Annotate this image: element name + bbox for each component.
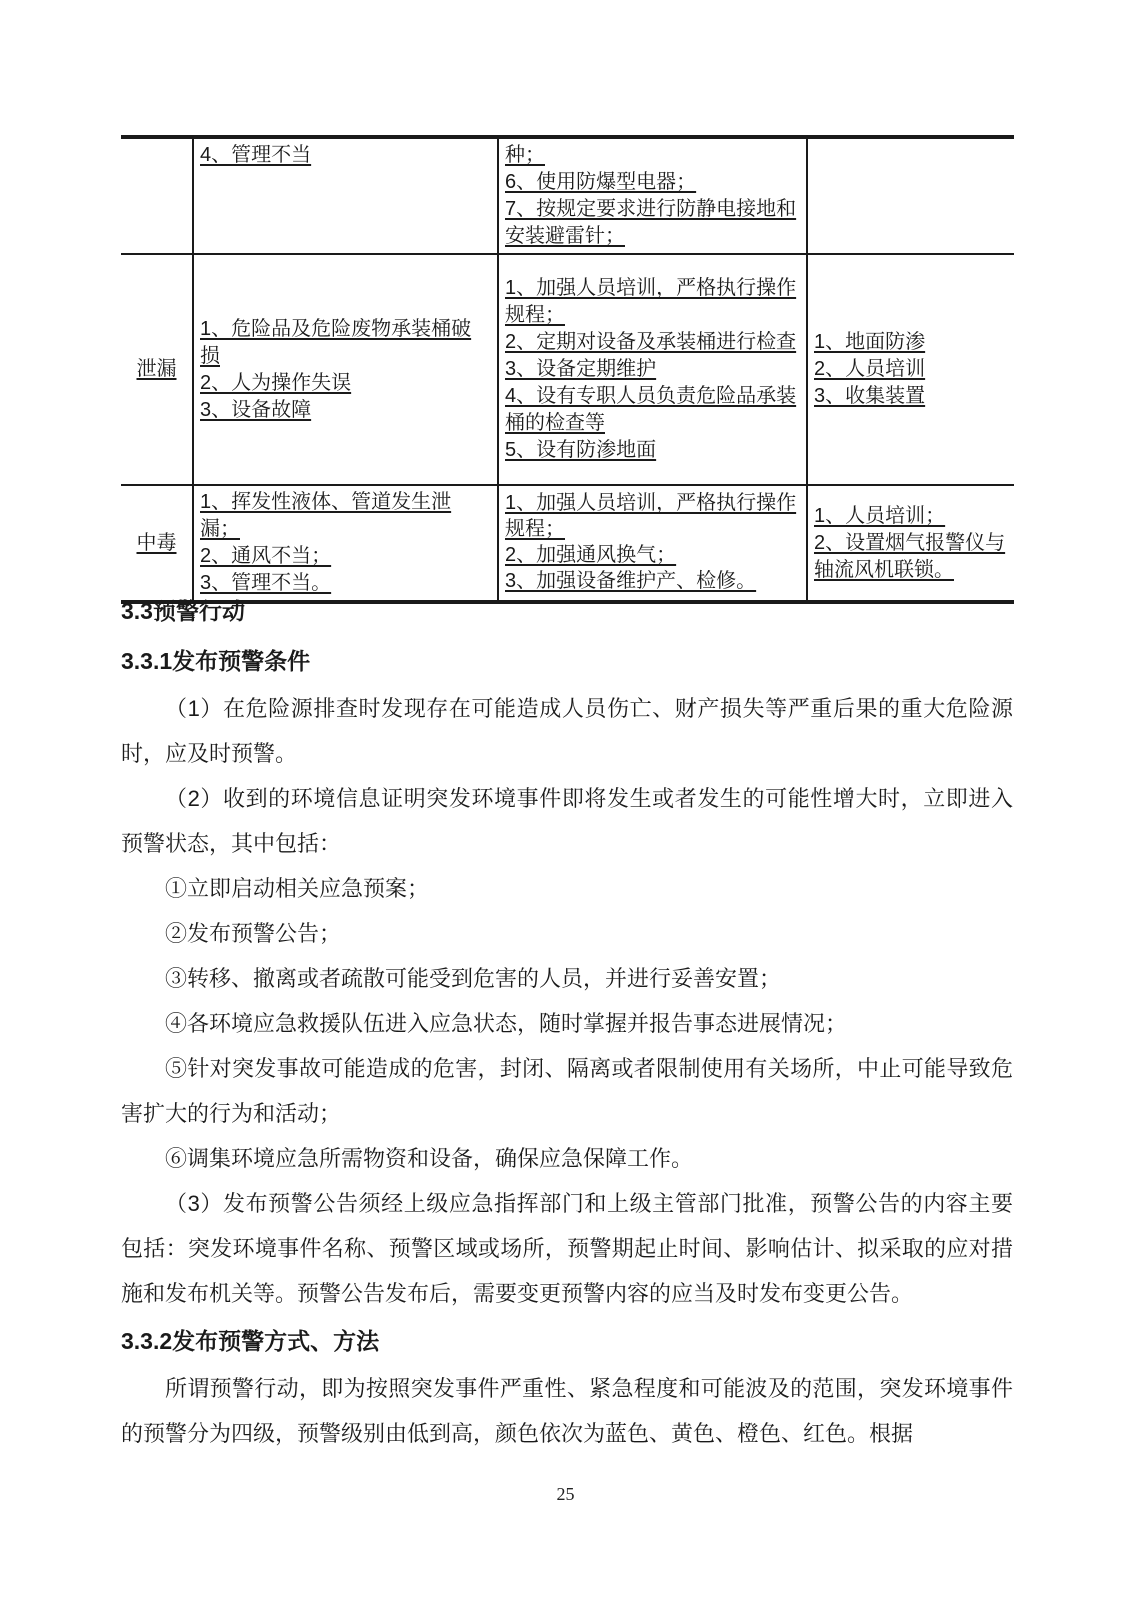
paragraph-warning-condition-2: （2）收到的环境信息证明突发环境事件即将发生或者发生的可能性增大时，立即进入预警状态，其中包括： bbox=[121, 786, 1013, 856]
paragraph-warning-method: 所谓预警行动，即为按照突发事件严重性、紧急程度和可能波及的范围，突发环境事件的预警分为四级，预警级别由低到高，颜色依次为蓝色、黄色、橙色、红色。根据 bbox=[121, 1376, 1013, 1446]
measure-line: 6、使用防爆型电器； bbox=[505, 171, 697, 193]
body-text bbox=[121, 586, 1013, 1456]
cell-response bbox=[807, 254, 1014, 485]
paragraph-warning-condition-3: （3）发布预警公告须经上级应急指挥部门和上级主管部门批准，预警公告的内容主要包括：突发环境事件名称、预警区域或场所，预警期起止时间、影响估计、拟采取的应对措施和发布机关等。预警公告发布后，需要变更预警内容的应当及时发布变更公告。 bbox=[121, 1191, 1013, 1306]
table-row bbox=[121, 254, 1014, 485]
cause-line: 1、危险品及危险废物承装桶破损 bbox=[200, 317, 472, 367]
list-item-4: ④各环境应急救援队伍进入应急状态，随时掌握并报告事态进展情况； bbox=[165, 1011, 848, 1036]
measure-line: 5、设有防渗地面 bbox=[505, 439, 657, 461]
cause-line: 2、通风不当； bbox=[200, 545, 332, 567]
cell-response bbox=[807, 137, 1014, 254]
measure-line: 7、按规定要求进行防静电接地和安装避雷针； bbox=[505, 198, 797, 247]
measure-line: 1、加强人员培训，严格执行操作规程； bbox=[505, 492, 797, 540]
cell-risk-type bbox=[121, 485, 193, 602]
measure-line: 种； bbox=[505, 144, 545, 166]
cell-measures bbox=[498, 254, 807, 485]
risk-type-label: 中毒 bbox=[136, 531, 177, 554]
response-line: 1、地面防渗 bbox=[814, 331, 926, 353]
table-row bbox=[121, 485, 1014, 602]
measure-line: 2、定期对设备及承装桶进行检查 bbox=[505, 331, 797, 353]
cause-line: 3、管理不当。 bbox=[200, 572, 332, 594]
cell-risk-type bbox=[121, 137, 193, 254]
risk-type-label: 泄漏 bbox=[136, 358, 177, 380]
cause-line: 4、管理不当 bbox=[200, 144, 312, 166]
page-number: 25 bbox=[556, 1484, 575, 1504]
list-item-5: ⑤针对突发事故可能造成的危害，封闭、隔离或者限制使用有关场所，中止可能导致危害扩大的行为和活动； bbox=[121, 1056, 1013, 1126]
section-heading-3-3: 3.3预警行动 bbox=[121, 598, 245, 624]
cell-causes bbox=[193, 485, 498, 602]
list-item-6: ⑥调集环境应急所需物资和设备，确保应急保障工作。 bbox=[165, 1146, 694, 1171]
table-row bbox=[121, 137, 1014, 254]
cell-measures bbox=[498, 485, 807, 602]
risk-table-wrap bbox=[121, 135, 1014, 604]
response-line: 1、人员培训； bbox=[814, 504, 946, 527]
cause-line: 1、挥发性液体、管道发生泄漏； bbox=[200, 491, 452, 540]
response-line: 2、设置烟气报警仪与轴流风机联锁。 bbox=[814, 531, 1006, 581]
section-heading-3-3-2: 3.3.2发布预警方式、方法 bbox=[121, 1328, 380, 1354]
section-heading-3-3-1: 3.3.1发布预警条件 bbox=[121, 648, 311, 674]
measure-line: 3、加强设备维护产、检修。 bbox=[505, 570, 757, 592]
response-line: 3、收集装置 bbox=[814, 385, 926, 407]
risk-measures-table bbox=[121, 135, 1014, 604]
measure-line: 3、设备定期维护 bbox=[505, 358, 657, 380]
measure-line: 4、设有专职人员负责危险品承装桶的检查等 bbox=[505, 385, 797, 434]
cell-response bbox=[807, 485, 1014, 602]
cell-measures bbox=[498, 137, 807, 254]
measure-line: 2、加强通风换气； bbox=[505, 544, 677, 566]
cause-line: 3、设备故障 bbox=[200, 398, 312, 421]
response-line: 2、人员培训 bbox=[814, 358, 926, 380]
list-item-2: ②发布预警公告； bbox=[165, 921, 342, 946]
cause-line: 2、人为操作失误 bbox=[200, 371, 352, 394]
paragraph-warning-condition-1: （1）在危险源排查时发现存在可能造成人员伤亡、财产损失等严重后果的重大危险源时，应及时预警。 bbox=[121, 696, 1013, 766]
measure-line: 1、加强人员培训，严格执行操作规程； bbox=[505, 277, 797, 326]
cell-causes bbox=[193, 137, 498, 254]
cell-risk-type bbox=[121, 254, 193, 485]
list-item-1: ①立即启动相关应急预案； bbox=[165, 876, 430, 901]
cell-causes bbox=[193, 254, 498, 485]
list-item-3: ③转移、撤离或者疏散可能受到危害的人员，并进行妥善安置； bbox=[165, 966, 782, 991]
